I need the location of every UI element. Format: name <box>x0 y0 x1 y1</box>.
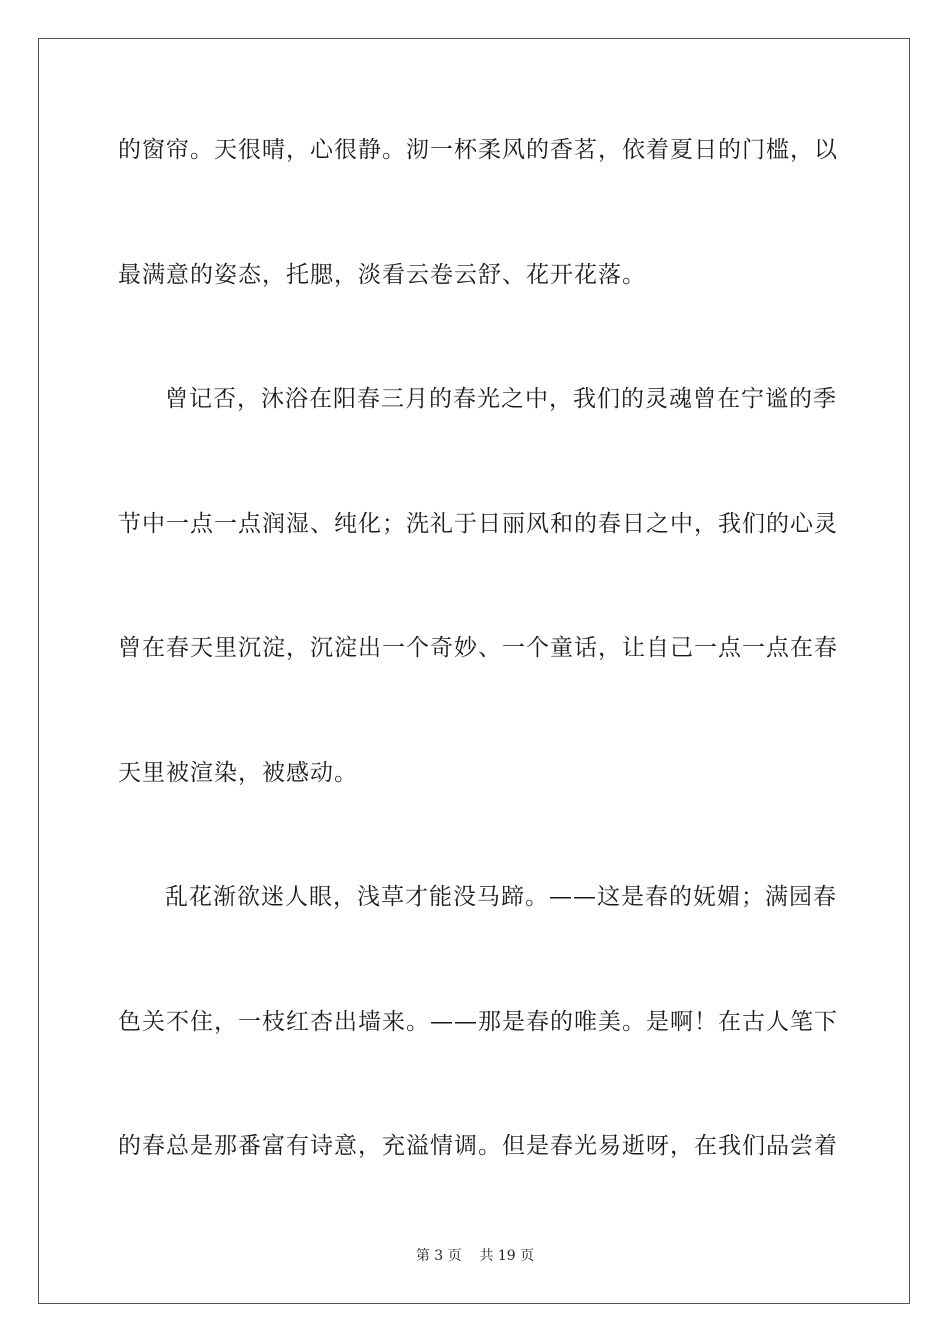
text-line: 的春总是那番富有诗意，充溢情调。但是春光易逝呀，在我们品尝着 <box>118 1133 838 1159</box>
text-line: 节中一点一点润湿、纯化；洗礼于日丽风和的春日之中，我们的心灵 <box>118 511 838 537</box>
paragraph-start-line: 曾记否，沐浴在阳春三月的春光之中，我们的灵魂曾在宁谧的季 <box>165 386 837 412</box>
text-line: 的窗帘。天很晴，心很静。沏一杯柔风的香茗，依着夏日的门槛，以 <box>118 137 838 163</box>
text-line: 色关不住，一枝红杏出墙来。——那是春的唯美。是啊！在古人笔下 <box>118 1009 838 1035</box>
page-border <box>38 38 910 1304</box>
text-line: 曾在春天里沉淀，沉淀出一个奇妙、一个童话，让自己一点一点在春 <box>118 635 838 661</box>
text-line: 最满意的姿态，托腮，淡看云卷云舒、花开花落。 <box>118 262 646 288</box>
page-footer <box>0 1247 950 1265</box>
page-number: 第 3 页 <box>415 1248 462 1264</box>
page-total: 共 19 页 <box>479 1248 535 1264</box>
text-line: 天里被渲染，被感动。 <box>118 760 358 786</box>
paragraph-start-line: 乱花渐欲迷人眼，浅草才能没马蹄。——这是春的妩媚；满园春 <box>165 884 837 910</box>
